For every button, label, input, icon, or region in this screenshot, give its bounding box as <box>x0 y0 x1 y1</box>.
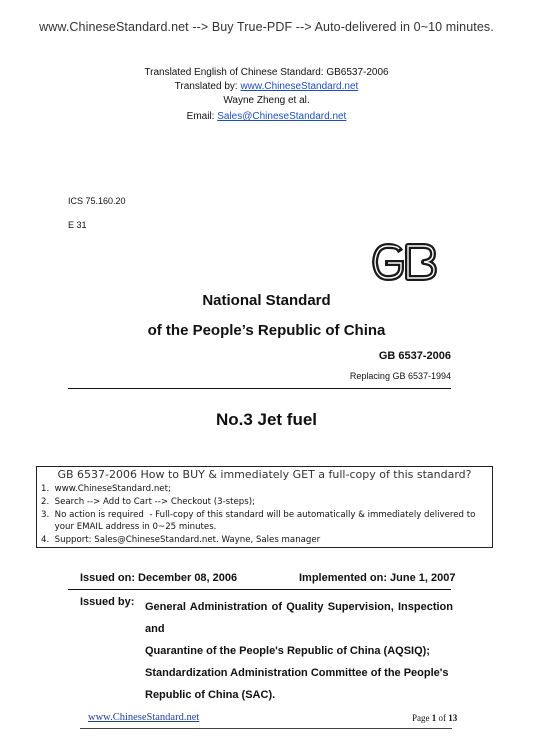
issued-by-line-3: Standardization Administration Committee of the People's <box>145 667 449 679</box>
translator: Wayne Zheng et al. <box>223 95 310 106</box>
issued-by-line-4: Republic of China (SAC). <box>145 689 276 701</box>
footer-divider <box>80 728 452 729</box>
email-line <box>0 111 533 122</box>
buy-instructions-box <box>36 466 493 548</box>
translated-by-label: Translated by: <box>174 81 241 92</box>
buy-step-1[interactable]: 1. www.ChineseStandard.net; <box>41 484 171 494</box>
page-total: 13 <box>448 713 458 723</box>
buy-box-heading: GB 6537-2006 How to BUY & immediately GET a full-copy of this standard? <box>57 468 472 481</box>
gb-logo-icon <box>371 242 438 282</box>
ics-code: ICS 75.160.20 <box>68 196 126 206</box>
issued-by-line-2: Quarantine of the People's Republic of China (AQSIQ); <box>145 645 430 657</box>
buy-step-2: 2. Search --> Add to Cart --> Checkout (3-steps); <box>41 497 255 507</box>
page-indicator <box>412 713 457 723</box>
issued-by-authorities <box>145 596 453 706</box>
footer-site-link[interactable]: www.ChineseStandard.net <box>88 712 200 723</box>
buy-step-3: 3. No action is required - Full-copy of this standard will be automatically & immediately delivered to <box>41 510 476 520</box>
page-number: 1 <box>431 713 437 723</box>
title-prc: of the People’s Republic of China <box>147 322 386 339</box>
document-title: No.3 Jet fuel <box>215 410 318 429</box>
email-link[interactable]: Sales@ChineseStandard.net <box>217 111 347 122</box>
top-banner: www.ChineseStandard.net --> Buy True-PDF --> Auto-delivered in 0~10 minutes. <box>39 20 494 34</box>
title-national-standard: National Standard <box>202 292 331 309</box>
standard-number: GB 6537-2006 <box>378 350 451 362</box>
page-label: Page <box>412 713 432 723</box>
email-label: Email: <box>186 111 218 122</box>
buy-step-3-cont: your EMAIL address in 0~25 minutes. <box>41 522 217 532</box>
page-of: of <box>436 713 449 723</box>
title-divider <box>68 388 451 389</box>
translated-by-line <box>0 81 533 92</box>
implemented-date: Implemented on: June 1, 2007 <box>299 572 456 584</box>
buy-step-4: 4. Support: Sales@ChineseStandard.net. Wayne, Sales manager <box>41 535 321 545</box>
translated-line: Translated English of Chinese Standard: GB6537-2006 <box>144 67 389 78</box>
issued-by-line-1: General Administration of Quality Supervision, Inspection and <box>145 601 453 635</box>
issued-by-label: Issued by: <box>80 596 135 608</box>
issued-date: Issued on: December 08, 2006 <box>80 572 238 584</box>
dates-divider <box>68 589 451 590</box>
translated-by-link[interactable]: www.ChineseStandard.net <box>240 81 359 92</box>
replacing-standard: Replacing GB 6537-1994 <box>349 371 451 381</box>
ccs-code: E 31 <box>68 220 87 230</box>
